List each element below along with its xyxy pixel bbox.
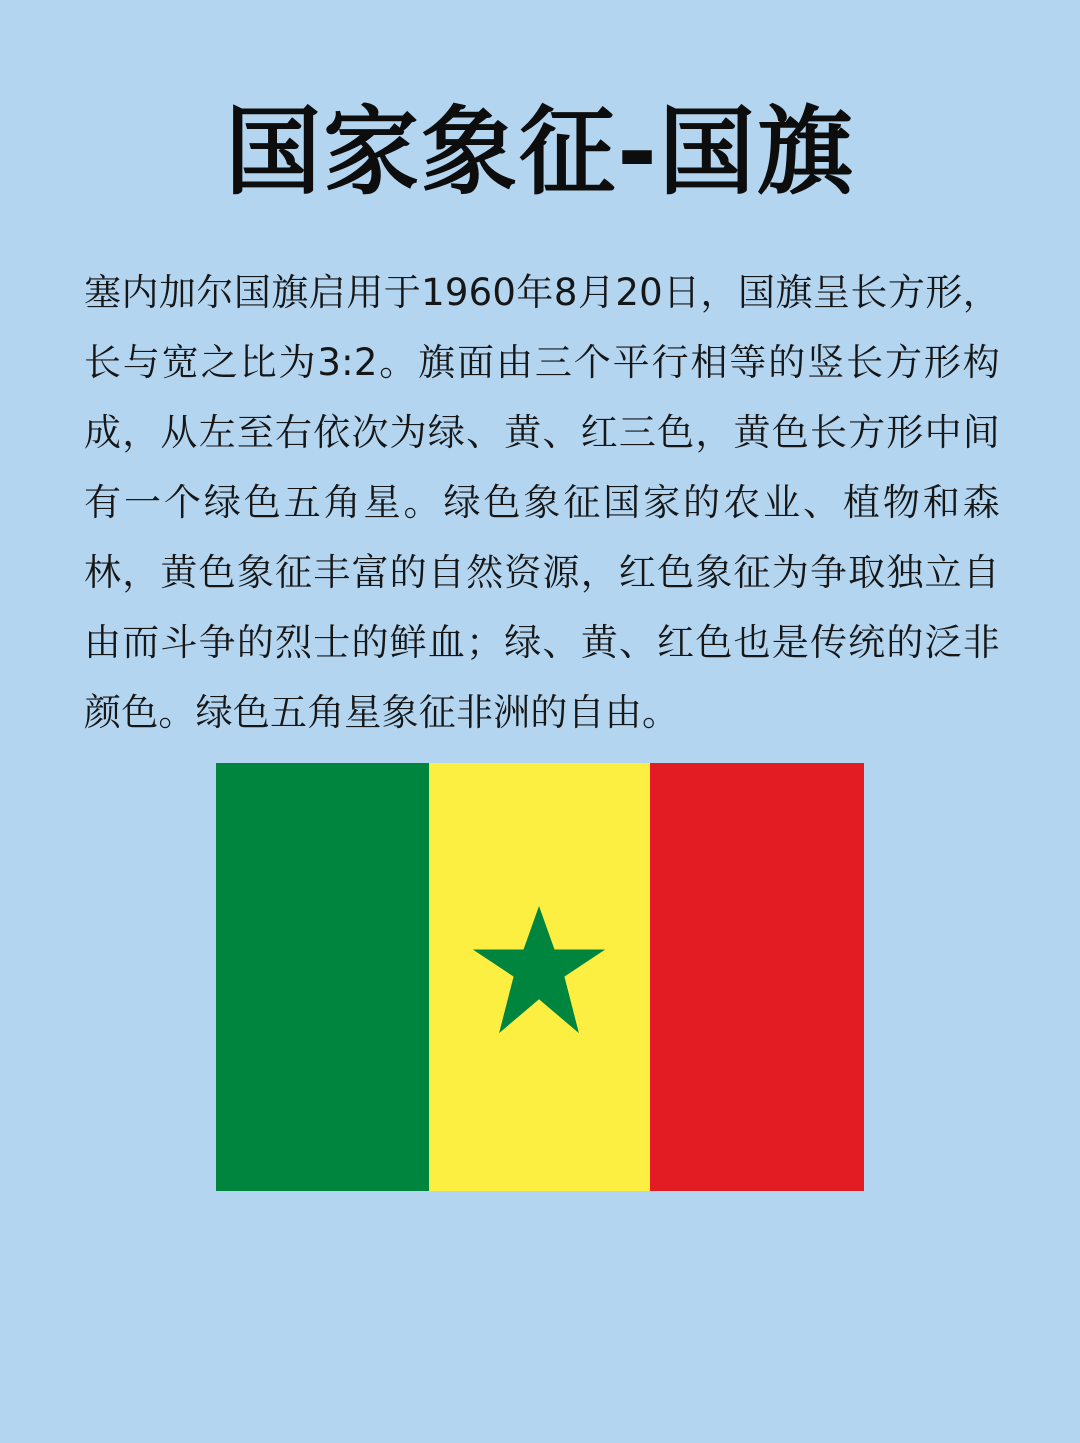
flag-red-stripe [650,763,864,1191]
senegal-flag [216,763,864,1191]
page-title: 国家象征-国旗 [225,96,855,208]
flag-green-stripe [216,763,429,1191]
description-paragraph: 塞内加尔国旗启用于1960年8月20日，国旗呈长方形，长与宽之比为3:2。旗面由三个平行相等的竖长方形构成，从左至右依次为绿、黄、红三色，黄色长方形中间有一个绿色五角星。绿色象征国家的农业、植物和森林，黄色象征丰富的自然资源，红色象征为争取独立自由而斗争的烈士的鲜血；绿、黄、红色也是传统的泛非颜色。绿色五角星象征非洲的自由。 [84,271,1000,734]
flag-graphic [216,763,864,1191]
